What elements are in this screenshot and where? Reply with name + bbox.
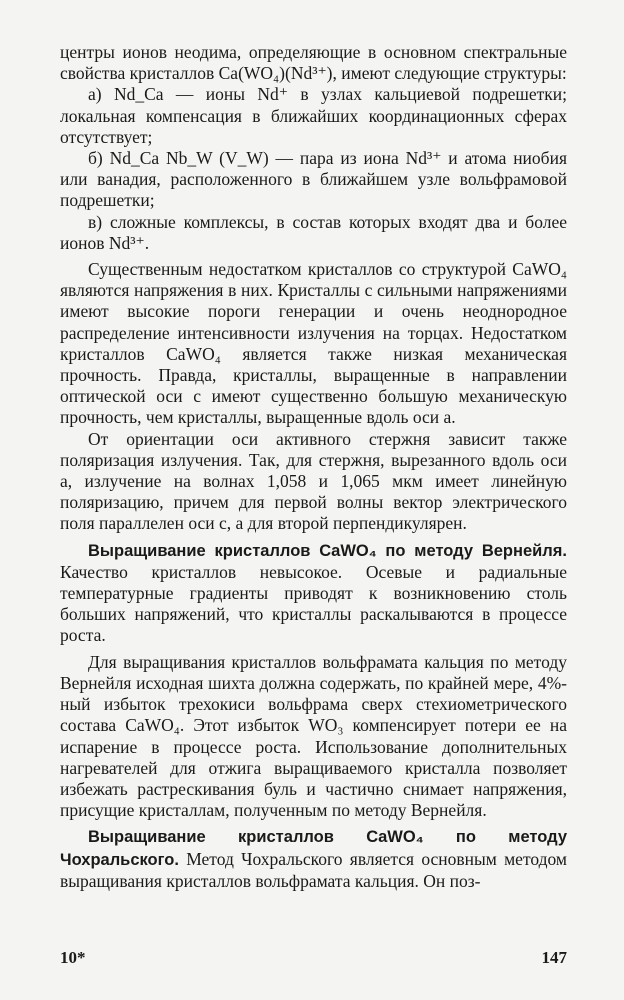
section-verneuil <box>60 540 567 647</box>
page-body <box>60 42 567 892</box>
page-footer <box>60 948 567 972</box>
paragraph-drawback: Существенным недостатком кристаллов со структурой CaWO₄ являются напряжения в них. Кристаллы с сильными напряжениями имеют высокие пороги генерации и очень неоднородное распределение интенсивности излучения на торцах. Недостатком кристаллов CaWO₄ является также низкая механическая прочность. Правда, кристаллы, выращенные в направлении оптической оси c имеют существенно большую механическую прочность, чем кристаллы, выращенные вдоль оси a. <box>60 259 567 428</box>
list-item-b: б) Nd_Ca Nb_W (V_W) — пара из иона Nd³⁺ и атома ниобия или ванадия, расположенного в ближайшем узле вольфрамовой подрешетки; <box>60 148 567 211</box>
paragraph-orientation: От ориентации оси активного стержня зависит также поляризация излучения. Так, для стержня, вырезанного вдоль оси a, излучение на волнах 1,058 и 1,065 мкм имеет линейную поляризацию, причем для первой волны вектор электрического поля параллелен оси c, а для второй перпендикулярен. <box>60 428 567 534</box>
section-czochralski <box>60 826 567 892</box>
paragraph-verneuil-details: Для выращивания кристаллов вольфрамата кальция по методу Вернейля исходная шихта должна содержать, по крайней мере, 4%-ный избыток трехокиси вольфрама сверх стехиометрического состава CaWO₄. Этот избыток WO₃ компенсирует потери ее на испарение в процессе роста. Использование дополнительных нагревателей для отжига выращиваемого кристалла позволяет избежать растрескивания буль и частично снимает напряжения, присущие кристаллам, полученным по методу Вернейля. <box>60 651 567 821</box>
list-item-a: а) Nd_Ca — ионы Nd⁺ в узлах кальциевой подрешетки; локальная компенсация в ближайших координационных сферах отсутствует; <box>60 84 567 147</box>
section-heading-czochralski: Выращивание кристаллов CaWO₄ по методу Чохральского. <box>60 828 567 869</box>
section-body-czochralski: Метод Чохральского является основным методом выращивания кристаллов вольфрамата кальция. Он поз- <box>60 848 567 891</box>
paragraph-intro: центры ионов неодима, определяющие в основном спектральные свойства кристаллов Ca(WO₄)(Nd³⁺), имеют следующие структуры: <box>60 42 567 84</box>
section-body-verneuil: Качество кристаллов невысокое. Осевые и радиальные температурные градиенты приводят к возникновению столь больших напряжений, что кристаллы раскалываются в процессе роста. <box>60 561 567 646</box>
signature-mark: 10* <box>60 948 86 967</box>
page-number: 147 <box>541 948 567 967</box>
section-heading-verneuil: Выращивание кристаллов CaWO₄ по методу Вернейля. <box>88 541 567 560</box>
list-item-c: в) сложные комплексы, в состав которых входят два и более ионов Nd³⁺. <box>60 211 567 253</box>
